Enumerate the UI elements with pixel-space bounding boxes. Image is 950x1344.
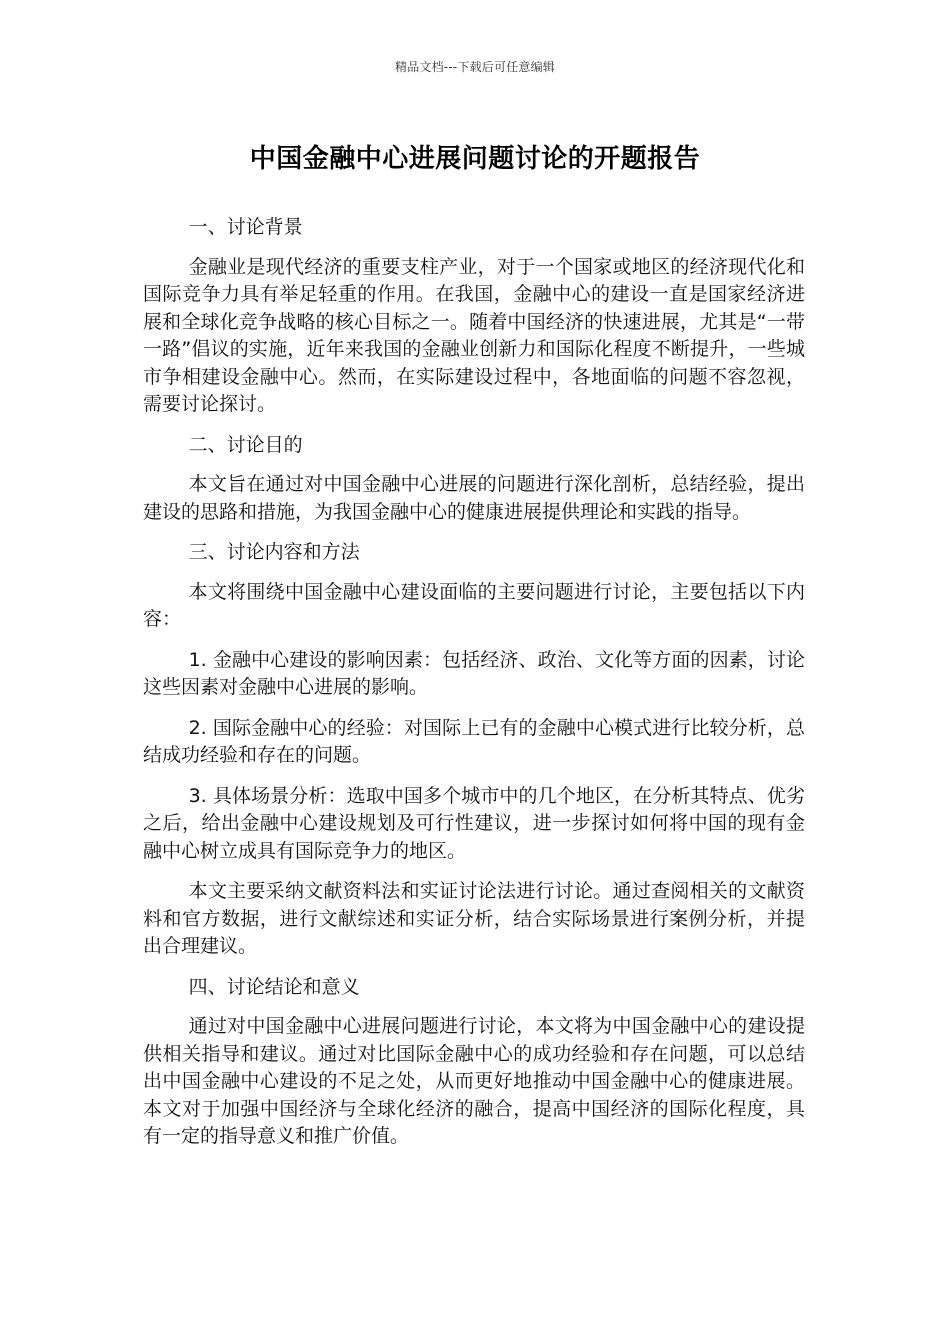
section-heading-background: 一、讨论背景 bbox=[188, 216, 303, 238]
paragraph-conclusion: 通过对中国金融中心进展问题进行讨论，本文将为中国金融中心的建设提供相关指导和建议。通过对比国际金融中心的成功经验和存在问题，可以总结出中国金融中心建设的不足之处，从而更好地推动中国金融中心的健康进展。本文对于加强中国经济与全球化经济的融合，提高中国经济的国际化程度，具有一定的指导意义和推广价值。 bbox=[143, 1015, 805, 1147]
section-heading-content-method: 三、讨论内容和方法 bbox=[188, 541, 360, 563]
list-item-factors: 1. 金融中心建设的影响因素：包括经济、政治、文化等方面的因素，讨论这些因素对金融中心进展的影响。 bbox=[143, 648, 805, 698]
section-heading-purpose: 二、讨论目的 bbox=[188, 433, 303, 456]
list-item-international-experience: 2. 国际金融中心的经验：对国际上已有的金融中心模式进行比较分析，总结成功经验和存在的问题。 bbox=[143, 716, 805, 766]
document-body bbox=[143, 214, 805, 1164]
document-title: 中国金融中心进展问题讨论的开题报告 bbox=[249, 144, 701, 174]
list-item-scenario-analysis: 3. 具体场景分析：选取中国多个城市中的几个地区，在分析其特点、优劣之后，给出金融中心建设规划及可行性建议，进一步探讨如何将中国的现有金融中心树立成具有国际竞争力的地区。 bbox=[143, 784, 805, 862]
header-note: 精品文档---下载后可任意编辑 bbox=[395, 60, 555, 74]
paragraph-background: 金融业是现代经济的重要支柱产业，对于一个国家或地区的经济现代化和国际竞争力具有举足轻重的作用。在我国，金融中心的建设一直是国家经济进展和全球化竞争战略的核心目标之一。随着中国经济的快速进展，尤其是“一带一路”倡议的实施，近年来我国的金融业创新力和国际化程度不断提升，一些城市争相建设金融中心。然而，在实际建设过程中，各地面临的问题不容忽视，需要讨论探讨。 bbox=[143, 255, 805, 415]
paragraph-purpose: 本文旨在通过对中国金融中心进展的问题进行深化剖析，总结经验，提出建设的思路和措施，为我国金融中心的健康进展提供理论和实践的指导。 bbox=[143, 473, 805, 523]
paragraph-method: 本文主要采纳文献资料法和实证讨论法进行讨论。通过查阅相关的文献资料和官方数据，进行文献综述和实证分析，结合实际场景进行案例分析，并提出合理建议。 bbox=[143, 880, 805, 957]
paragraph-content-intro: 本文将围绕中国金融中心建设面临的主要问题进行讨论，主要包括以下内容： bbox=[143, 580, 805, 630]
section-heading-conclusion: 四、讨论结论和意义 bbox=[188, 975, 360, 998]
